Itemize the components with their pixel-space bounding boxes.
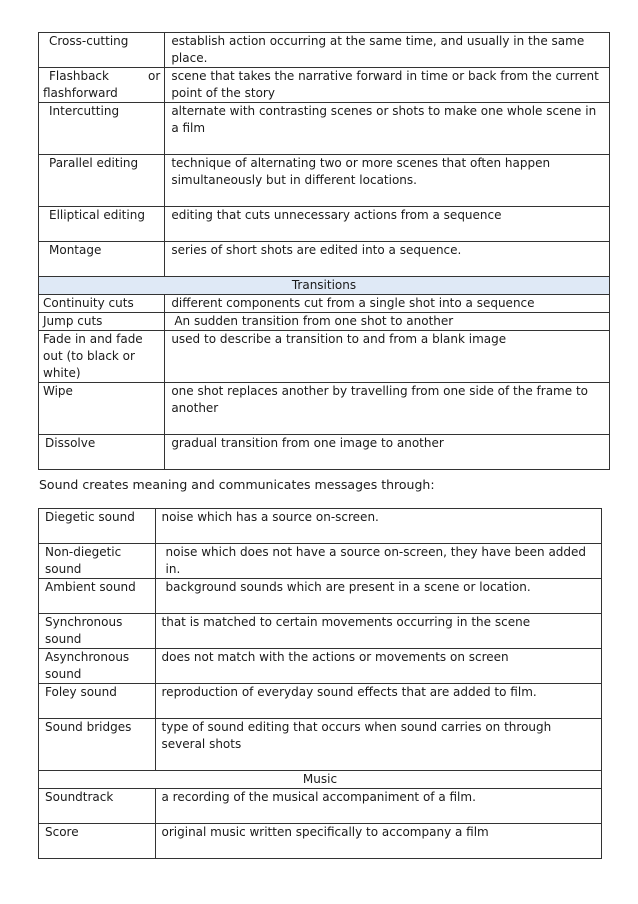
definition-cell: scene that takes the narrative forward in time or back from the current point of the story bbox=[165, 68, 610, 103]
definition-cell: different components cut from a single shot into a sequence bbox=[165, 295, 610, 313]
term-word: flashforward bbox=[43, 86, 118, 100]
term-cell: Soundtrack bbox=[39, 789, 156, 824]
table-row bbox=[39, 103, 610, 155]
table-row bbox=[39, 824, 602, 859]
term-cell: Dissolve bbox=[39, 435, 165, 470]
term-word: Flashback bbox=[49, 69, 109, 83]
definition-cell: used to describe a transition to and from a blank image bbox=[165, 331, 610, 383]
term-cell: Ambient sound bbox=[39, 579, 156, 614]
table-row bbox=[39, 383, 610, 435]
definition-cell: establish action occurring at the same time, and usually in the same place. bbox=[165, 33, 610, 68]
table-row bbox=[39, 33, 610, 68]
term-cell: Diegetic sound bbox=[39, 509, 156, 544]
term-cell: Sound bridges bbox=[39, 719, 156, 771]
term-cell: Foley sound bbox=[39, 684, 156, 719]
definition-cell: type of sound editing that occurs when sound carries on through several shots bbox=[155, 719, 601, 771]
table-row bbox=[39, 684, 602, 719]
table-row bbox=[39, 207, 610, 242]
term-cell: Jump cuts bbox=[39, 313, 165, 331]
definition-cell: noise which does not have a source on-screen, they have been added in. bbox=[155, 544, 601, 579]
definition-cell: does not match with the actions or movements on screen bbox=[155, 649, 601, 684]
section-header-transitions: Transitions bbox=[39, 277, 610, 295]
table-row bbox=[39, 313, 610, 331]
sound-terms-table bbox=[38, 508, 602, 859]
term-word: or bbox=[148, 69, 161, 83]
definition-cell: noise which has a source on-screen. bbox=[155, 509, 601, 544]
definition-cell: reproduction of everyday sound effects that are added to film. bbox=[155, 684, 601, 719]
term-cell: Cross-cutting bbox=[39, 33, 165, 68]
definition-cell: An sudden transition from one shot to another bbox=[165, 313, 610, 331]
term-cell: Parallel editing bbox=[39, 155, 165, 207]
definition-cell: editing that cuts unnecessary actions from a sequence bbox=[165, 207, 610, 242]
definition-cell: technique of alternating two or more scenes that often happen simultaneously but in different locations. bbox=[165, 155, 610, 207]
term-cell: Asynchronous sound bbox=[39, 649, 156, 684]
section-header-row bbox=[39, 771, 602, 789]
term-cell: Synchronous sound bbox=[39, 614, 156, 649]
term-cell: Non-diegetic sound bbox=[39, 544, 156, 579]
term-cell: Fade in and fade out (to black or white) bbox=[39, 331, 165, 383]
section-header-row bbox=[39, 277, 610, 295]
definition-cell: one shot replaces another by travelling from one side of the frame to another bbox=[165, 383, 610, 435]
definition-cell: alternate with contrasting scenes or shots to make one whole scene in a film bbox=[165, 103, 610, 155]
term-cell: Score bbox=[39, 824, 156, 859]
table-row bbox=[39, 435, 610, 470]
editing-terms-table bbox=[38, 32, 610, 470]
table-row bbox=[39, 544, 602, 579]
term-cell: Continuity cuts bbox=[39, 295, 165, 313]
table-row bbox=[39, 719, 602, 771]
table-row bbox=[39, 295, 610, 313]
term-cell: Intercutting bbox=[39, 103, 165, 155]
table-row bbox=[39, 242, 610, 277]
table-row bbox=[39, 649, 602, 684]
table-row bbox=[39, 509, 602, 544]
table-row bbox=[39, 155, 610, 207]
definition-cell: gradual transition from one image to another bbox=[165, 435, 610, 470]
table-row bbox=[39, 68, 610, 103]
definition-cell: original music written specifically to accompany a film bbox=[155, 824, 601, 859]
table-row bbox=[39, 614, 602, 649]
term-cell: Elliptical editing bbox=[39, 207, 165, 242]
definition-cell: background sounds which are present in a scene or location. bbox=[155, 579, 601, 614]
table-row bbox=[39, 579, 602, 614]
definition-cell: series of short shots are edited into a sequence. bbox=[165, 242, 610, 277]
definition-cell: that is matched to certain movements occurring in the scene bbox=[155, 614, 601, 649]
table-row bbox=[39, 331, 610, 383]
sound-intro-text: Sound creates meaning and communicates messages through: bbox=[39, 477, 435, 492]
table-row bbox=[39, 789, 602, 824]
term-cell: Wipe bbox=[39, 383, 165, 435]
definition-cell: a recording of the musical accompaniment of a film. bbox=[155, 789, 601, 824]
section-header-music: Music bbox=[39, 771, 602, 789]
term-cell: Montage bbox=[39, 242, 165, 277]
term-cell bbox=[39, 68, 165, 103]
